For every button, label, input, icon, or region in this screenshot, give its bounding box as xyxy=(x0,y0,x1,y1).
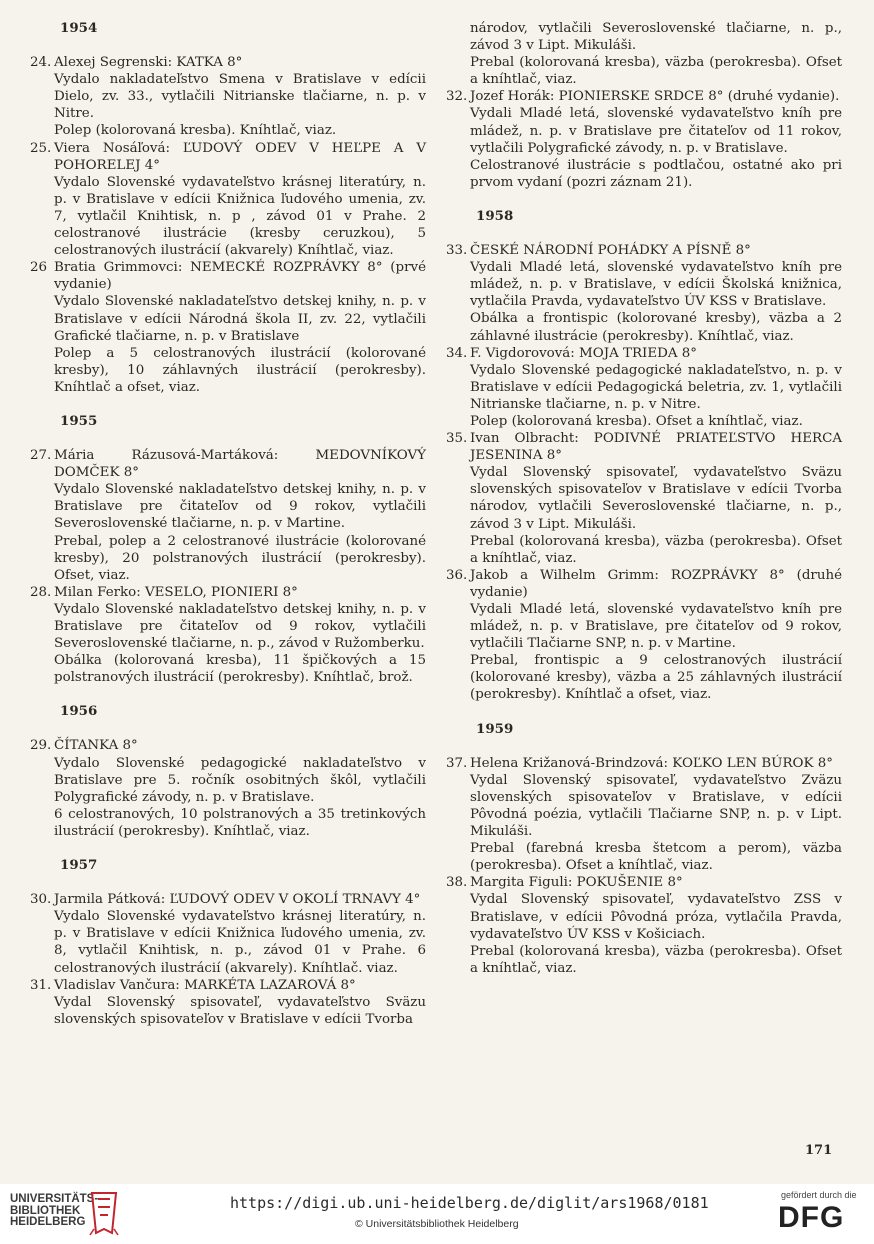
entry-26 xyxy=(30,259,426,396)
entry-number: 35. xyxy=(446,431,468,447)
entry-title: Alexej Segrenski: KATKA 8° xyxy=(54,55,243,71)
entry-number: 24. xyxy=(30,55,52,71)
entry-title: F. Vigdorovová: MOJA TRIEDA 8° xyxy=(470,345,697,361)
entry-text: Vydalo Slovenské nakladateľstvo detskej knihy, n. p. v Bratislave pre čitateľov od 9 rokov, vytlačili Severoslovenské tlačiarne, n. p., závod v Ružomberku. xyxy=(54,601,426,652)
entry-number: 27. xyxy=(30,448,52,464)
entry-number: 30. xyxy=(30,892,52,908)
entry-number: 31. xyxy=(30,977,52,993)
entry-34 xyxy=(446,345,842,430)
entry-38 xyxy=(446,874,842,977)
entry-text: Celostranové ilustrácie s podtlačou, ostatné ako pri prvom vydaní (pozri záznam 21). xyxy=(470,157,842,190)
entry-text: Vydalo Slovenské pedagogické nakladateľstvo v Bratislave pre 5. ročník osobitných škôl, vytlačili Polygrafické závody, n. p. v Bratislave. xyxy=(54,755,426,805)
entry-title: Viera Nosáľová: ĽUDOVÝ ODEV V HEĽPE A V POHORELEJ 4° xyxy=(54,140,426,173)
entry-number: 33. xyxy=(446,243,468,259)
entry-text: Vydal Slovenský spisovateľ, vydavateľstvo Zväzu slovenských spisovateľov v Bratislave, v edícii Pôvodná poézia, vytlačili Tlačiarne SNP, n. p. v Lipt. Mikuláši. xyxy=(470,772,842,840)
entry-text: Vydali Mladé letá, slovenské vydavateľstvo kníh pre mládež, n. p. v Bratislave pre čitateľov od 11 rokov, vytlačili Polygrafické závody, n. p. v Bratislave. xyxy=(470,106,842,156)
entry-text: Prebal, frontispic a 9 celostranových ilustrácií (kolorované kresby), väzba a 25 záhlavných ilustrácií (perokresby). Kníhtlač a ofset, viaz. xyxy=(470,653,842,703)
dfg-logo[interactable]: DFG xyxy=(778,1201,845,1234)
entry-number: 28. xyxy=(30,584,52,600)
entry-text: Vydal Slovenský spisovateľ, vydavateľstvo Sväzu slovenských spisovateľov v Bratislave v edícii Tvorba xyxy=(54,994,426,1027)
entry-29 xyxy=(30,737,426,840)
entry-text: Obálka a frontispic (kolorované kresby), väzba a 2 záhlavné ilustrácie (perokresby). Kníhtlač, viaz. xyxy=(470,311,842,344)
entry-number: 25. xyxy=(30,140,52,156)
entry-text: Vydalo nakladateľstvo Smena v Bratislave v edícii Dielo, zv. 33., vytlačili Nitrianske tlačiarne, n. p. v Nitre. xyxy=(54,72,426,122)
entry-title: ČÍTANKA 8° xyxy=(54,738,138,754)
entry-title: Milan Ferko: VESELO, PIONIERI 8° xyxy=(54,584,298,600)
entry-number: 29. xyxy=(30,738,52,754)
entry-31-continued xyxy=(446,20,842,88)
entry-number: 37. xyxy=(446,755,468,771)
entry-number: 26 xyxy=(30,260,48,276)
year-heading: 1956 xyxy=(60,703,98,720)
entry-title: Jakob a Wilhelm Grimm: ROZPRÁVKY 8° (druhé vydanie) xyxy=(470,567,842,600)
library-logo-text[interactable]: UNIVERSITÄTS- BIBLIOTHEK HEIDELBERG xyxy=(10,1193,99,1228)
entry-title: Helena Križanová-Brindzová: KOĽKO LEN BÚROK 8° xyxy=(470,755,834,771)
entry-text: Vydal Slovenský spisovateľ, vydavateľstvo Sväzu slovenských spisovateľov v Bratislave v edícii Tvorba národov, vytlačili Severoslovenské tlačiarne, n. p., závod 3 v Lipt. Mikuláši. xyxy=(470,465,842,532)
entry-title: Ivan Olbracht: PODIVNÉ PRIATEĽSTVO HERCA JESENINA 8° xyxy=(470,431,842,464)
entry-text: Prebal (kolorovaná kresba), väzba (perokresba). Ofset a kníhtlač, viaz. xyxy=(470,943,842,976)
entry-text: Prebal (kolorovaná kresba), väzba (perokresba). Ofset a kníhtlač, viaz. xyxy=(470,533,842,566)
funding-label: gefördert durch die xyxy=(781,1190,857,1200)
entry-text: Vydalo Slovenské vydavateľstvo krásnej literatúry, n. p. v Bratislave v edícii Knižnica ľudového umenia, zv. 7, vytlačil Knihtisk, n. p , závod 01 v Prahe. 2 celostranové ilustrácie (kresby ceruzkou), 5 celostranových ilustrácií (akvarely) Kníhtlač, viaz. xyxy=(54,174,426,259)
entry-37 xyxy=(446,755,842,875)
page-number: 171 xyxy=(805,1143,833,1158)
permalink-url[interactable]: https://digi.ub.uni-heidelberg.de/diglit/ars1968/0181 xyxy=(230,1194,709,1212)
entry-number: 38. xyxy=(446,875,468,891)
entry-25 xyxy=(30,140,426,260)
entry-text: Polep (kolorovaná kresba). Kníhtlač, viaz. xyxy=(54,123,337,139)
entry-title: Jarmila Pátková: ĽUDOVÝ ODEV V OKOLÍ TRNAVY 4° xyxy=(54,892,421,908)
entry-35 xyxy=(446,430,842,567)
year-heading: 1954 xyxy=(60,20,98,36)
entry-text: Obálka (kolorovaná kresba), 11 špičkových a 15 polstranových ilustrácií (perokresby). Kníhtlač, brož. xyxy=(54,653,426,686)
entry-number: 34. xyxy=(446,345,468,361)
entry-text: Vydalo Slovenské nakladateľstvo detskej knihy, n. p. v Bratislave pre čitateľov od 9 rokov, vytlačili Severoslovenské tlačiarne, n. p. v Martine. xyxy=(54,482,426,532)
entry-text: Vydalo Slovenské pedagogické nakladateľstvo, n. p. v Bratislave v edícii Pedagogická beletria, zv. 1, vytlačili Nitrianske tlačiarne, n. p. v Nitre. xyxy=(470,362,842,412)
entry-title: ČESKÉ NÁRODNÍ POHÁDKY A PÍSNĚ 8° xyxy=(470,243,751,259)
entry-text: Polep a 5 celostranových ilustrácií (kolorované kresby), 10 záhlavných ilustrácií (perokresby). Kníhtlač a ofset, viaz. xyxy=(54,345,426,395)
entry-28 xyxy=(30,584,426,687)
entry-text: Vydalo Slovenské vydavateľstvo krásnej literatúry, n. p. v Bratislave v edícii Knižnica ľudového umenia, zv. 8, vytlačil Knihtisk, n. p., závod 01 v Prahe. 6 celostranových ilustrácií (akvarely). Kníhtlač. viaz. xyxy=(54,909,426,976)
entry-number: 32. xyxy=(446,89,468,105)
library-crest-icon xyxy=(88,1189,120,1237)
entry-text: Vydali Mladé letá, slovenské vydavateľstvo kníh pre mládež, n. p. v Bratislave, pre čitateľov od 9 rokov, vytlačili Tlačiarne SNP, n. p. v Martine. xyxy=(470,602,842,652)
entry-30 xyxy=(30,891,426,976)
entry-text: Vydali Mladé letá, slovenské vydavateľstvo kníh pre mládež, n. p. v Bratislave, v edícii Školská knižnica, vytlačila Pravda, vydavateľstvo ÚV KSS v Bratislave. xyxy=(470,260,842,310)
viewer-footer xyxy=(0,1184,874,1244)
entry-31 xyxy=(30,977,426,1028)
year-heading: 1955 xyxy=(60,412,98,429)
entry-text: Prebal (kolorovaná kresba), väzba (perokresba). Ofset a kníhtlač, viaz. xyxy=(470,55,842,88)
entry-33 xyxy=(446,242,842,345)
copyright-text: © Universitätsbibliothek Heidelberg xyxy=(355,1218,519,1230)
entry-32 xyxy=(446,88,842,191)
entry-text: Polep (kolorovaná kresba). Ofset a kníhtlač, viaz. xyxy=(470,413,803,429)
entry-text: národov, vytlačili Severoslovenské tlačiarne, n. p., závod 3 v Lipt. Mikuláši. xyxy=(470,21,842,54)
entry-text: Prebal, polep a 2 celostranové ilustrácie (kolorované kresby), 20 polstranových ilustrácií (perokresby). Ofset, viaz. xyxy=(54,533,426,583)
year-heading: 1959 xyxy=(476,720,514,737)
year-heading: 1957 xyxy=(60,857,98,874)
entry-text: Vydal Slovenský spisovateľ, vydavateľstvo ZSS v Bratislave, v edícii Pôvodná próza, vytlačila Pravda, vydavateľstvo ÚV KSS v Košiciach. xyxy=(470,892,842,942)
entry-text: 6 celostranových, 10 polstranových a 35 tretinkových ilustrácií (perokresby). Kníhtlač, viaz. xyxy=(54,806,426,839)
entry-text: Vydalo Slovenské nakladateľstvo detskej knihy, n. p. v Bratislave v edícii Národná škola II, zv. 22, vytlačili Grafické tlačiarne, n. p. v Bratislave xyxy=(54,294,426,344)
entry-title: Bratia Grimmovci: NEMECKÉ ROZPRÁVKY 8° (prvé vydanie) xyxy=(54,260,426,293)
entry-title: Vladislav Vančura: MARKÉTA LAZAROVÁ 8° xyxy=(54,977,356,993)
entry-36 xyxy=(446,567,842,704)
year-heading: 1958 xyxy=(476,207,514,224)
entry-24 xyxy=(30,54,426,139)
right-column xyxy=(446,20,842,977)
entry-title: Jozef Horák: PIONIERSKE SRDCE 8° (druhé vydanie). xyxy=(470,89,840,105)
entry-text: Prebal (farebná kresba štetcom a perom), väzba (perokresba). Ofset a kníhtlač, viaz. xyxy=(470,841,842,874)
entry-title: Margita Figuli: POKUŠENIE 8° xyxy=(470,875,683,891)
entry-27 xyxy=(30,447,426,584)
left-column xyxy=(30,20,426,1028)
entry-number: 36. xyxy=(446,567,468,583)
entry-title: Mária Rázusová-Martáková: MEDOVNÍKOVÝ DOMČEK 8° xyxy=(54,448,426,481)
